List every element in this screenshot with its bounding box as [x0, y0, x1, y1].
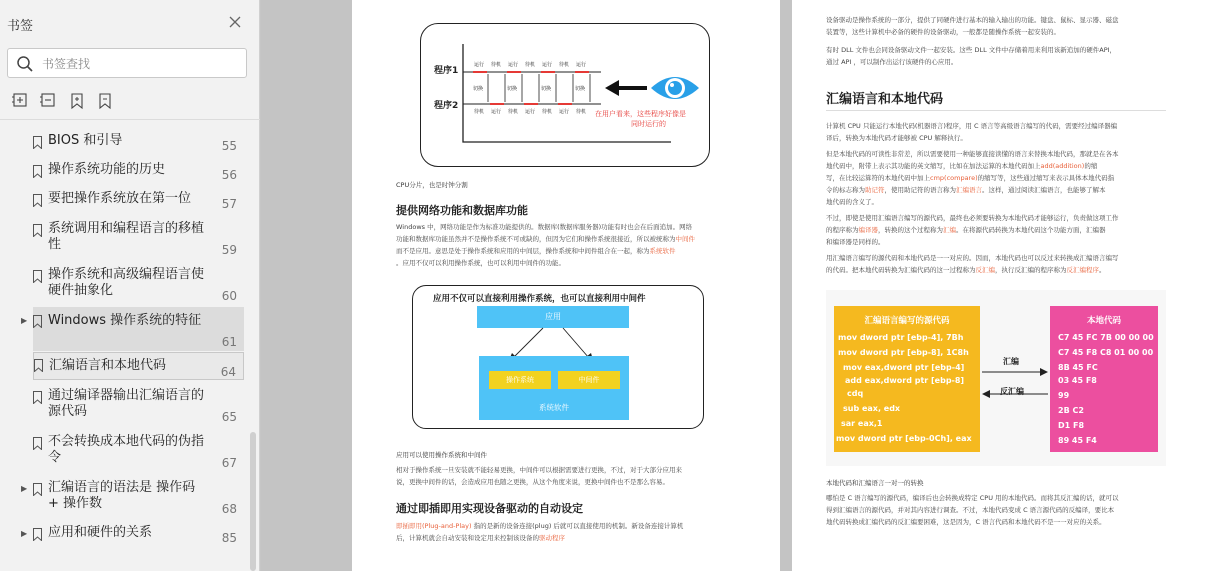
bookmark-item[interactable] — [33, 191, 244, 215]
section-heading: 提供网络功能和数据库功能 — [396, 204, 528, 217]
asm-line: mov dword ptr [ebp-8], 1C8h — [838, 348, 969, 357]
bookmark-label: 要把操作系统放在第一位 — [48, 191, 192, 206]
bookmark-icon — [33, 194, 42, 207]
program1-label: 程序1 — [434, 66, 459, 76]
middleware-figure — [412, 285, 704, 429]
state-run: 运行 — [491, 109, 502, 115]
state-switch: 切换 — [575, 86, 586, 92]
expand-bookmarks-icon[interactable] — [68, 92, 86, 110]
native-line: 2B C2 — [1058, 406, 1084, 415]
native-line: 99 — [1058, 391, 1070, 400]
bookmark-label: 系统调用和编程语言的移植性 — [48, 221, 205, 252]
native-line: 03 45 F8 — [1058, 376, 1097, 385]
remove-bookmark-icon[interactable] — [40, 92, 58, 110]
paragraph: 哪怕是 C 语言编写的源代码，编译后也会转换成特定 CPU 用的本地代码。而将其反汇编的话，就可以 得到汇编语言的源代码，并对其内容进行调查。不过，本地代码变成 C 语言源代码的反编译，要比本 地代码转换成汇编代码的反汇编要困难，这是因为，C 语言代码和本地代码不是一一对应的关系。 — [826, 494, 1119, 526]
state-wait: 待机 — [474, 109, 485, 115]
bookmark-item[interactable] — [33, 434, 244, 472]
search-icon — [16, 55, 34, 73]
state-run: 运行 — [559, 109, 570, 115]
bookmark-icon — [33, 270, 42, 283]
figure-caption: CPU分片，也是时钟分割 — [396, 181, 468, 189]
bookmark-item[interactable] — [21, 525, 244, 549]
state-run: 运行 — [576, 62, 587, 68]
paragraph: 相对于操作系统一旦安装就不能轻易更换，中间件可以根据需要进行更换，不过，对于大部分应用来 说，更换中间件的话，会造成应用也随之更换，从这个角度来说，更换中间件也不是那么容易。 — [396, 466, 682, 486]
bookmark-page: 55 — [221, 139, 237, 153]
bookmark-icon — [33, 391, 42, 404]
asm-line: mov dword ptr [ebp-4], 7Bh — [838, 333, 964, 342]
asm-line: mov dword ptr [ebp-0Ch], eax — [836, 434, 972, 443]
figure-caption: 本地代码和汇编语言一对一的转换 — [826, 479, 924, 487]
expand-arrow-icon[interactable]: ▶ — [21, 529, 28, 538]
asm-line: add eax,dword ptr [ebp-8] — [845, 376, 965, 385]
bookmark-label: 不会转换成本地代码的伪指令 — [48, 434, 205, 465]
bookmark-item[interactable] — [33, 388, 244, 426]
asm-line: sub eax, edx — [843, 404, 901, 413]
bookmark-label: BIOS 和引导 — [48, 133, 123, 148]
state-wait: 待机 — [525, 62, 536, 68]
bookmark-icon — [33, 136, 42, 149]
bookmark-search-box[interactable] — [7, 48, 247, 78]
native-line: 8B 45 FC — [1058, 363, 1098, 372]
collapse-bookmarks-icon[interactable] — [96, 92, 114, 110]
bookmark-page: 67 — [221, 456, 237, 470]
bookmark-label: 汇编语言的语法是 操作码 + 操作数 — [48, 480, 196, 511]
bookmark-page: 59 — [221, 243, 237, 257]
bookmark-label: 通过编译器输出汇编语言的源代码 — [48, 388, 205, 419]
asm-line: cdq — [847, 389, 864, 398]
bookmark-panel — [0, 0, 260, 571]
bookmark-page: 57 — [221, 197, 237, 211]
program2-label: 程序2 — [434, 101, 459, 111]
paragraph: Windows 中，网络功能是作为标准功能提供的。数据库(数据库服务器)功能有时也会在后面追加。网络 功能和数据库功能虽然并不是操作系统不可或缺的，但因为它们和操作系统很接近，所以被统称为中间件 而不是应用。意思是处于操作系统和应用的中间层，操作系统和中间件组合在一起，称为系统软件 。应用不仅可以利用操作系统，也可以利用中间件的功能。 — [396, 223, 695, 267]
bookmark-label: 操作系统功能的历史 — [48, 162, 166, 177]
asm-line: mov eax,dword ptr [ebp-4] — [843, 363, 965, 372]
bookmark-icon — [33, 437, 42, 450]
document-page-left — [352, 0, 780, 571]
expand-arrow-icon[interactable]: ▶ — [21, 316, 28, 325]
bookmark-icon — [33, 528, 42, 541]
middleware-box: 中间件 — [558, 371, 620, 389]
bookmark-label: 应用和硬件的关系 — [48, 525, 153, 540]
bookmark-page: 56 — [221, 168, 237, 182]
bookmark-icon — [33, 224, 42, 237]
cpu-timeslice-figure — [420, 23, 710, 167]
bookmark-page: 85 — [221, 531, 237, 545]
asm-line: sar eax,1 — [841, 419, 883, 428]
bookmark-item[interactable] — [33, 352, 244, 380]
heading-divider — [826, 110, 1166, 111]
bookmark-search-input[interactable] — [42, 54, 237, 74]
disassemble-label: 反汇编 — [1000, 387, 1024, 396]
state-switch: 切换 — [473, 86, 484, 92]
figure-title: 应用不仅可以直接利用操作系统，也可以直接利用中间件 — [433, 294, 646, 304]
state-run: 运行 — [542, 62, 553, 68]
paragraph: 即插即用(Plug-and-Play) 指的是新的设备连接(plug) 后就可以直接使用的机制。新设备连接计算机 后，计算机就会自动安装和设定用来控制该设备的驱动程序 — [396, 522, 684, 542]
assemble-label: 汇编 — [1003, 357, 1019, 366]
assembly-code-box — [834, 306, 980, 452]
paragraph: 有时 DLL 文件也会同设备驱动文件一起安装。这些 DLL 文件中存储着用来利用该新追加的硬件API， 通过 API ，可以制作出运行该硬件的心应用。 — [826, 46, 1117, 66]
state-run: 运行 — [525, 109, 536, 115]
bookmark-item[interactable] — [33, 267, 244, 305]
state-wait: 待机 — [576, 109, 587, 115]
system-software-label: 系统软件 — [539, 403, 569, 412]
state-switch: 切换 — [507, 86, 518, 92]
bookmark-label: 操作系统和高级编程语言使硬件抽象化 — [48, 267, 205, 298]
section-heading: 汇编语言和本地代码 — [826, 92, 944, 107]
bookmark-page: 60 — [221, 289, 237, 303]
expand-arrow-icon[interactable]: ▶ — [21, 484, 28, 493]
section-heading: 通过即插即用实现设备驱动的自动设定 — [396, 502, 583, 515]
bookmark-icon — [33, 483, 42, 496]
state-wait: 待机 — [559, 62, 570, 68]
bookmark-page: 61 — [221, 335, 237, 349]
close-icon[interactable] — [226, 13, 244, 31]
bookmark-page: 64 — [220, 365, 236, 379]
state-run: 运行 — [508, 62, 519, 68]
assembly-code-title: 汇编语言编写的源代码 — [864, 316, 950, 326]
state-wait: 待机 — [508, 109, 519, 115]
native-line: C7 45 F8 C8 01 00 00 — [1058, 348, 1154, 357]
system-software-box — [479, 356, 629, 420]
os-box: 操作系统 — [489, 371, 551, 389]
paragraph: 设备驱动是操作系统的一部分，提供了同硬件进行基本的输入输出的功能。键盘、鼠标、显示器、磁盘 装置等，这些计算机中必备的硬件的设备驱动，一般都是随操作系统一起安装的。 — [826, 16, 1119, 36]
eye-icon — [651, 77, 699, 99]
bookmark-item[interactable] — [21, 480, 244, 518]
native-line: C7 45 FC 7B 00 00 00 — [1058, 333, 1154, 342]
sidebar-scrollbar[interactable] — [250, 432, 256, 571]
perception-note: 同时运行的 — [631, 120, 666, 128]
bookmark-icon — [33, 165, 42, 178]
native-code-title: 本地代码 — [1086, 316, 1121, 326]
toolbar-divider — [0, 119, 260, 120]
paragraph: 用汇编语言编写的源代码和本地代码是一一对应的。因而，本地代码也可以反过来转换成汇编语言编写 的代码。把本地代码转换为汇编代码的这一过程称为反汇编，执行反汇编的程序称为反汇编程序。 — [826, 254, 1119, 274]
native-line: 89 45 F4 — [1058, 436, 1097, 445]
panel-title: 书签 — [7, 19, 34, 34]
paragraph: 计算机 CPU 只能运行本地代码(机器语言)程序，用 C 语言等高级语言编写的代码，需要经过编译器编 译后，转换为本地代码才能够被 CPU 解释执行。 — [826, 122, 1118, 142]
document-viewer[interactable] — [261, 0, 1206, 571]
bookmark-page: 65 — [221, 410, 237, 424]
state-switch: 切换 — [541, 86, 552, 92]
bookmark-item[interactable] — [33, 221, 244, 259]
state-wait: 待机 — [491, 62, 502, 68]
conversion-arrows — [980, 360, 1050, 410]
native-code-box — [1050, 306, 1158, 452]
paragraph: 但是本地代码的可读性非常差，所以需要使用一种能够直接读懂的语言来替换本地代码，那就是在各本 地代码中，附带上表示其功能的英文缩写，比如在加法运算的本地代码加上add(addition)的缩 写，在比较运算符的本地代码中加上cmp(compare)的缩写等，这些通过缩写来表示具体本地代码指 令的标志称为助记符，使用助记符的语言称为汇编语言。这样，通过阅读汇编语言，也能够了解本 地代码的含义了。 — [826, 150, 1119, 206]
figure-caption: 应用可以使用操作系统和中间件 — [396, 451, 487, 459]
bookmark-page: 68 — [221, 502, 237, 516]
state-wait: 待机 — [542, 109, 553, 115]
bookmark-item-selected[interactable] — [21, 307, 244, 351]
bookmark-icon — [34, 359, 43, 372]
timeslice-diagram — [421, 24, 711, 168]
bookmark-label: 汇编语言和本地代码 — [49, 358, 167, 373]
bookmark-item[interactable] — [33, 162, 244, 186]
state-run: 运行 — [474, 62, 485, 68]
paragraph: 不过，即使是使用汇编语言编写的源代码，最终也必须要转换为本地代码才能够运行，负责做这项工作 的程序称为编译器，转换的这个过程称为汇编。在将源代码转换为本地代码这个功能方面，汇编器 和编译器是同样的。 — [826, 214, 1119, 246]
bookmark-icon — [33, 315, 42, 328]
bookmark-item[interactable] — [33, 133, 244, 157]
perception-note: 在用户看来，这些程序好像是 — [595, 110, 686, 118]
add-bookmark-icon[interactable] — [12, 92, 30, 110]
assembly-figure — [826, 290, 1166, 466]
application-box: 应用 — [477, 306, 629, 328]
native-line: D1 F8 — [1058, 421, 1085, 430]
document-page-right — [792, 0, 1206, 571]
bookmark-label: Windows 操作系统的特征 — [48, 313, 202, 328]
